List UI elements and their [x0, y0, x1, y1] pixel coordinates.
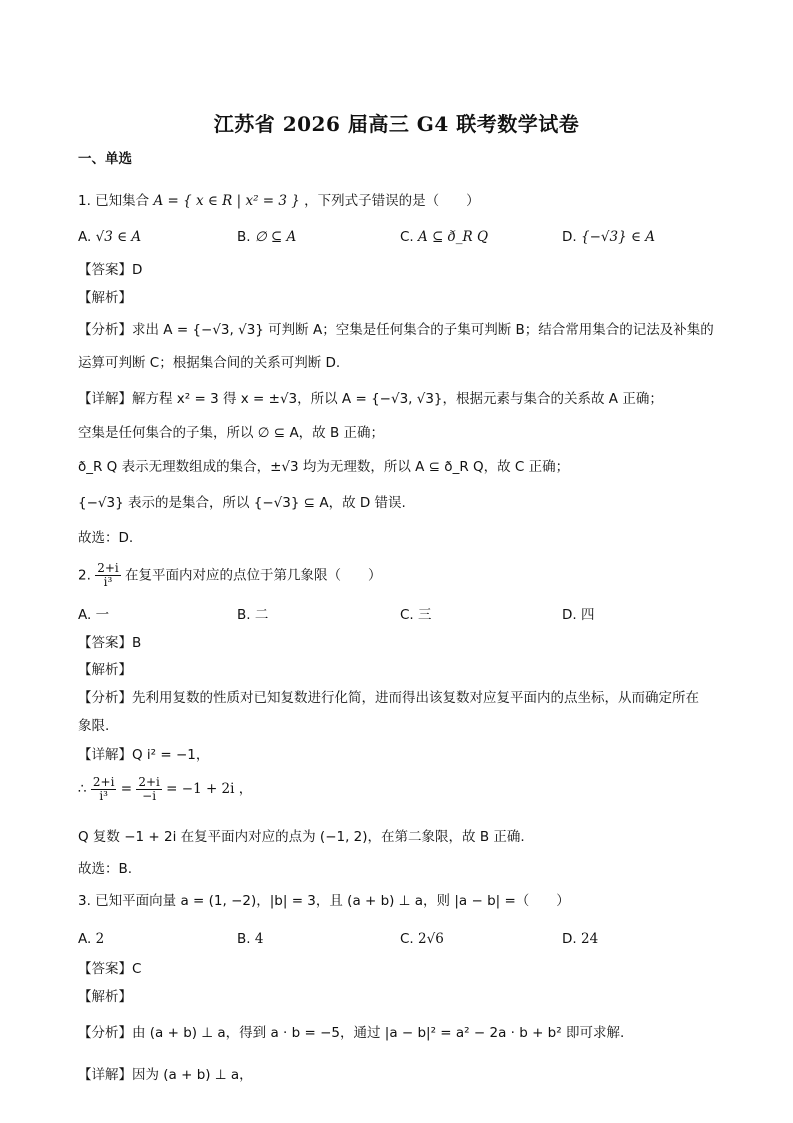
- q1-analysis-head: 【解析】: [78, 290, 132, 306]
- q3-analysis-head: 【解析】: [78, 989, 132, 1005]
- q1-option-d: D. {−√3} ∈ A: [562, 229, 655, 245]
- q2-option-c: C. 三: [400, 607, 432, 623]
- q1-xiangjie-line-3: ð_R Q 表示无理数组成的集合，±√3 均为无理数，所以 A ⊆ ð_R Q，故 C 正确；: [78, 459, 570, 475]
- q1-xiangjie-line-2: 空集是任何集合的子集，所以 ∅ ⊆ A，故 B 正确；: [78, 425, 385, 441]
- q2-fraction: $\frac{2+i}{\text{i³}}$: [97, 561, 119, 589]
- q1-stem: [78, 192, 480, 210]
- q1-choose: 故选：D.: [78, 530, 134, 546]
- q3-option-d: D. 24: [562, 931, 599, 947]
- q3-answer: 【答案】C: [78, 961, 142, 977]
- q2-xiangjie-line-2: ∴ $\frac{2+i}{\text{i³}}$ = $\frac{2+i}{-i}$ = −1 + 2i ，: [78, 774, 253, 803]
- q3-fenxi-line-1: 【分析】由 (a + b) ⊥ a，得到 a · b = −5，通过 |a − b|² = a² − 2a · b + b² 即可求解.: [78, 1025, 625, 1041]
- q1-option-c: C. A ⊆ ð_R Q: [400, 229, 489, 245]
- q1-stem-suffix: ，下列式子错误的是（ ）: [304, 193, 480, 209]
- q1-answer: 【答案】D: [78, 262, 143, 278]
- q1-option-a: A. √3 ∈ A: [78, 229, 142, 245]
- q1-xiangjie-line-4: {−√3} 表示的是集合，所以 {−√3} ⊆ A，故 D 错误.: [78, 495, 406, 511]
- q2-xiangjie-line-1: 【详解】Q i² = −1，: [78, 747, 210, 763]
- q1-option-b: B. ∅ ⊆ A: [237, 229, 297, 245]
- q2-choose: 故选：B.: [78, 861, 133, 877]
- q1-xiangjie-line-1: 【详解】解方程 x² = 3 得 x = ±√3，所以 A = {−√3, √3}，根据元素与集合的关系故 A 正确；: [78, 391, 663, 407]
- q3-stem: 3. 已知平面向量 a = (1, −2)，|b| = 3，且 (a + b) ⊥ a，则 |a − b| =（ ）: [78, 893, 570, 909]
- q3-option-a: A. 2: [78, 931, 105, 947]
- q1-fenxi-line-1: 【分析】求出 A = {−√3, √3} 可判断 A；空集是任何集合的子集可判断 B；结合常用集合的记法及补集的: [78, 322, 714, 338]
- q3-xiangjie-line-1: 【详解】因为 (a + b) ⊥ a，: [78, 1067, 253, 1083]
- q1-fenxi-line-2: 运算可判断 C；根据集合间的关系可判断 D.: [78, 355, 341, 371]
- q2-option-a: A. 一: [78, 607, 110, 623]
- q2-analysis-head: 【解析】: [78, 662, 132, 678]
- q1-stem-prefix: 1. 已知集合: [78, 193, 150, 209]
- q2-option-d: D. 四: [562, 607, 595, 623]
- q3-option-b: B. 4: [237, 931, 264, 947]
- q2-answer: 【答案】B: [78, 635, 142, 651]
- q2-fenxi-line-2: 象限.: [78, 718, 110, 734]
- q2-stem: 2. $\frac{2+i}{\text{i³}}$ 在复平面内对应的点位于第几象限（ ）: [78, 561, 382, 589]
- q3-option-c: C. 2√6: [400, 931, 444, 947]
- q1-set-definition: A = { x ∈ R | x² = 3 }: [153, 193, 300, 209]
- q2-option-b: B. 二: [237, 607, 269, 623]
- q2-xiangjie-line-3: Q 复数 −1 + 2i 在复平面内对应的点为 (−1, 2)，在第二象限，故 B 正确.: [78, 829, 525, 845]
- exam-title: 江苏省 2026 届高三 G4 联考数学试卷: [213, 112, 580, 136]
- section-heading: 一、单选: [78, 151, 132, 167]
- q2-fenxi-line-1: 【分析】先利用复数的性质对已知复数进行化简，进而得出该复数对应复平面内的点坐标，从而确定所在: [78, 690, 699, 706]
